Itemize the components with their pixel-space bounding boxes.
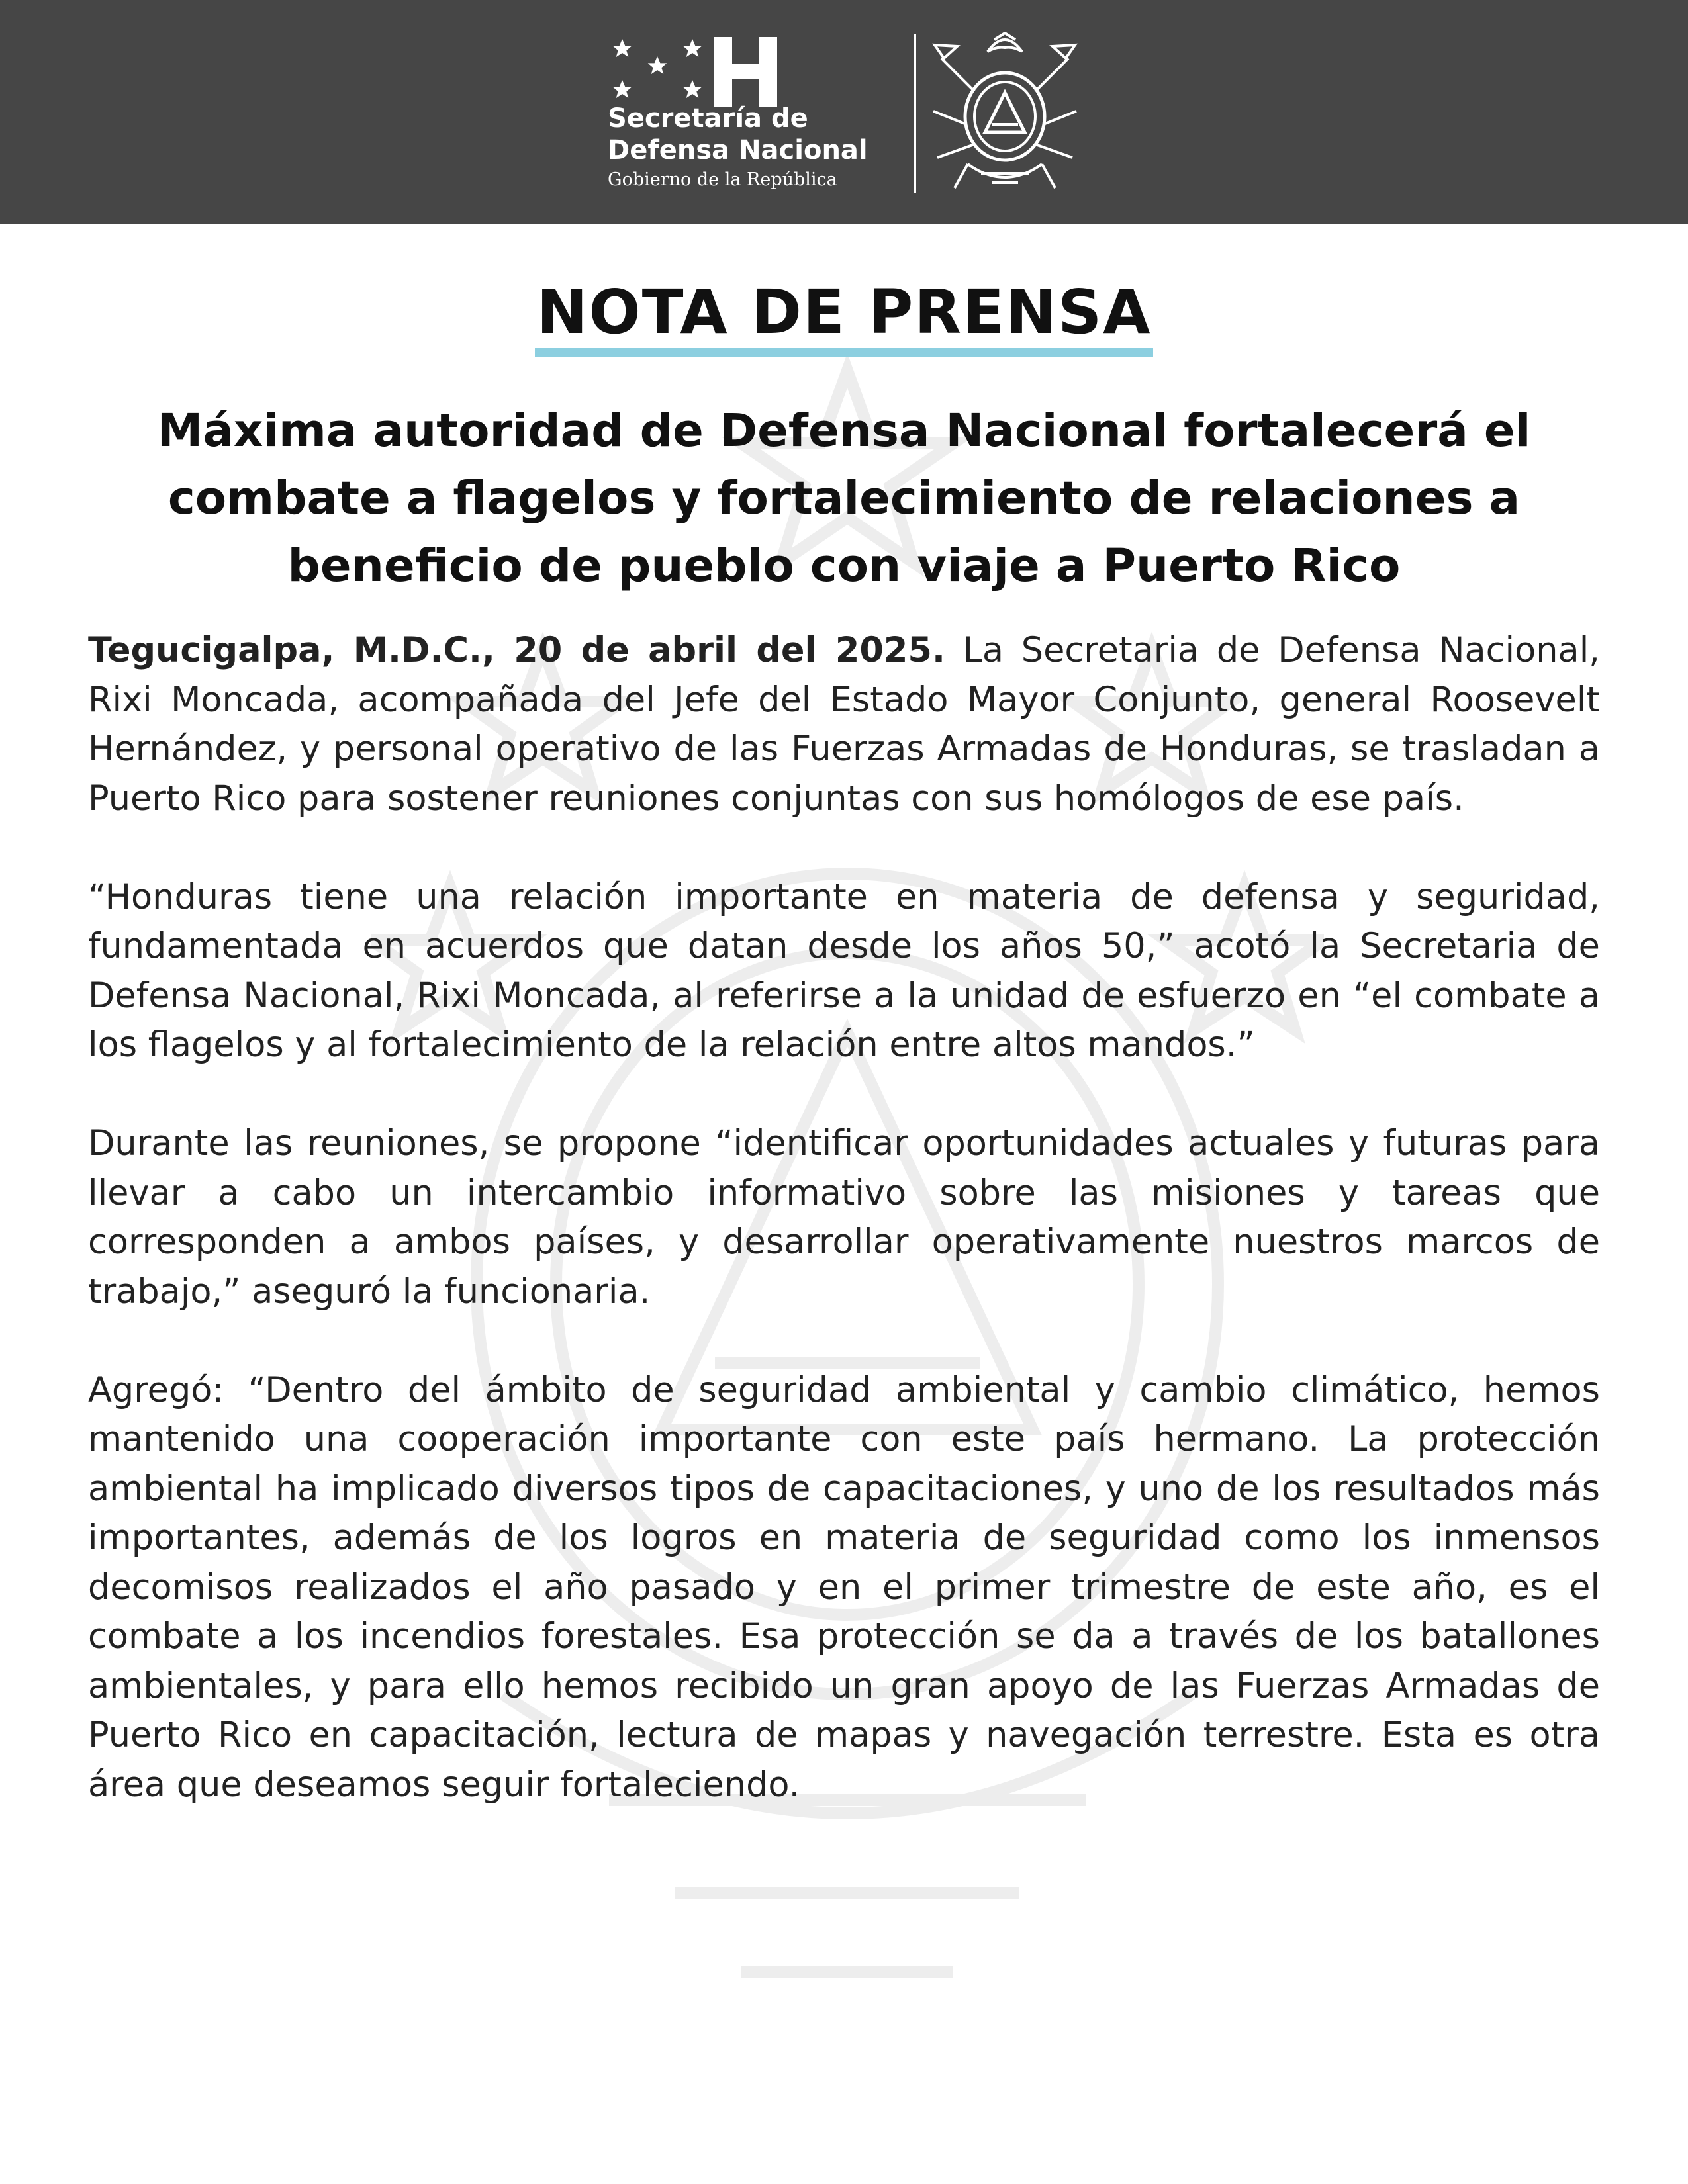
header-divider	[914, 34, 916, 193]
document-type-title: NOTA DE PRENSA	[536, 277, 1152, 347]
paragraph-1-text: La Secretaria de Defensa Nacional, Rixi Moncada, acompañada del Jefe del Estado Mayor Conjunto, general Roosevelt Hernández, y personal operativo de las Fuerzas Armadas de Honduras, se trasladan a Puerto Rico para sostener reuniones conjuntas con sus homólogos de ese país.	[88, 630, 1600, 819]
org-name-line2: Defensa Nacional	[608, 135, 868, 165]
press-release-body	[88, 626, 1600, 1859]
dateline: Tegucigalpa, M.D.C., 20 de abril del 2025.	[88, 630, 945, 670]
coat-of-arms-icon	[928, 32, 1082, 196]
ministry-logo	[608, 34, 919, 193]
paragraph-4: Agregó: “Dentro del ámbito de seguridad ambiental y cambio climático, hemos mantenido una cooperación importante con este país hermano. La protección ambiental ha implicado diversos tipos de capacitaciones, y uno de los resultados más importantes, además de los logros en materia de seguridad como los inmensos decomisos realizados el año pasado y en el primer trimestre de este año, es el combate a los incendios forestales. Esa protección se da a través de los batallones ambientales, y para ello hemos recibido un gran apoyo de las Fuerzas Armadas de Puerto Rico en capacitación, lectura de mapas y navegación terrestre. Esta es otra área que deseamos seguir fortaleciendo.	[88, 1369, 1600, 1805]
paragraph-1	[88, 626, 1600, 823]
five-stars-icon	[608, 34, 714, 107]
header-band	[0, 0, 1688, 224]
headline: Máxima autoridad de Defensa Nacional fortalecerá el combate a flagelos y fortalecimiento de relaciones a beneficio de pueblo con viaje a Puerto Rico	[157, 404, 1531, 592]
paragraph-2: “Honduras tiene una relación importante en materia de defensa y seguridad, fundamentada en acuerdos que datan desde los años 50,” acotó la Secretaria de Defensa Nacional, Rixi Moncada, al referirse a la unidad de esfuerzo en “el combate a los flagelos y al fortalecimiento de la relación entre altos mandos.”	[88, 876, 1600, 1065]
government-label: Gobierno de la República	[608, 169, 837, 190]
title-underline	[535, 348, 1153, 357]
h-letter-icon	[714, 37, 777, 107]
paragraph-3: Durante las reuniones, se propone “identificar oportunidades actuales y futuras para llevar a cabo un intercambio informativo sobre las misiones y tareas que corresponden a ambos países, y desarrollar operativamente nuestros marcos de trabajo,” aseguró la funcionaria.	[88, 1123, 1600, 1312]
org-name-line1: Secretaría de	[608, 103, 808, 134]
